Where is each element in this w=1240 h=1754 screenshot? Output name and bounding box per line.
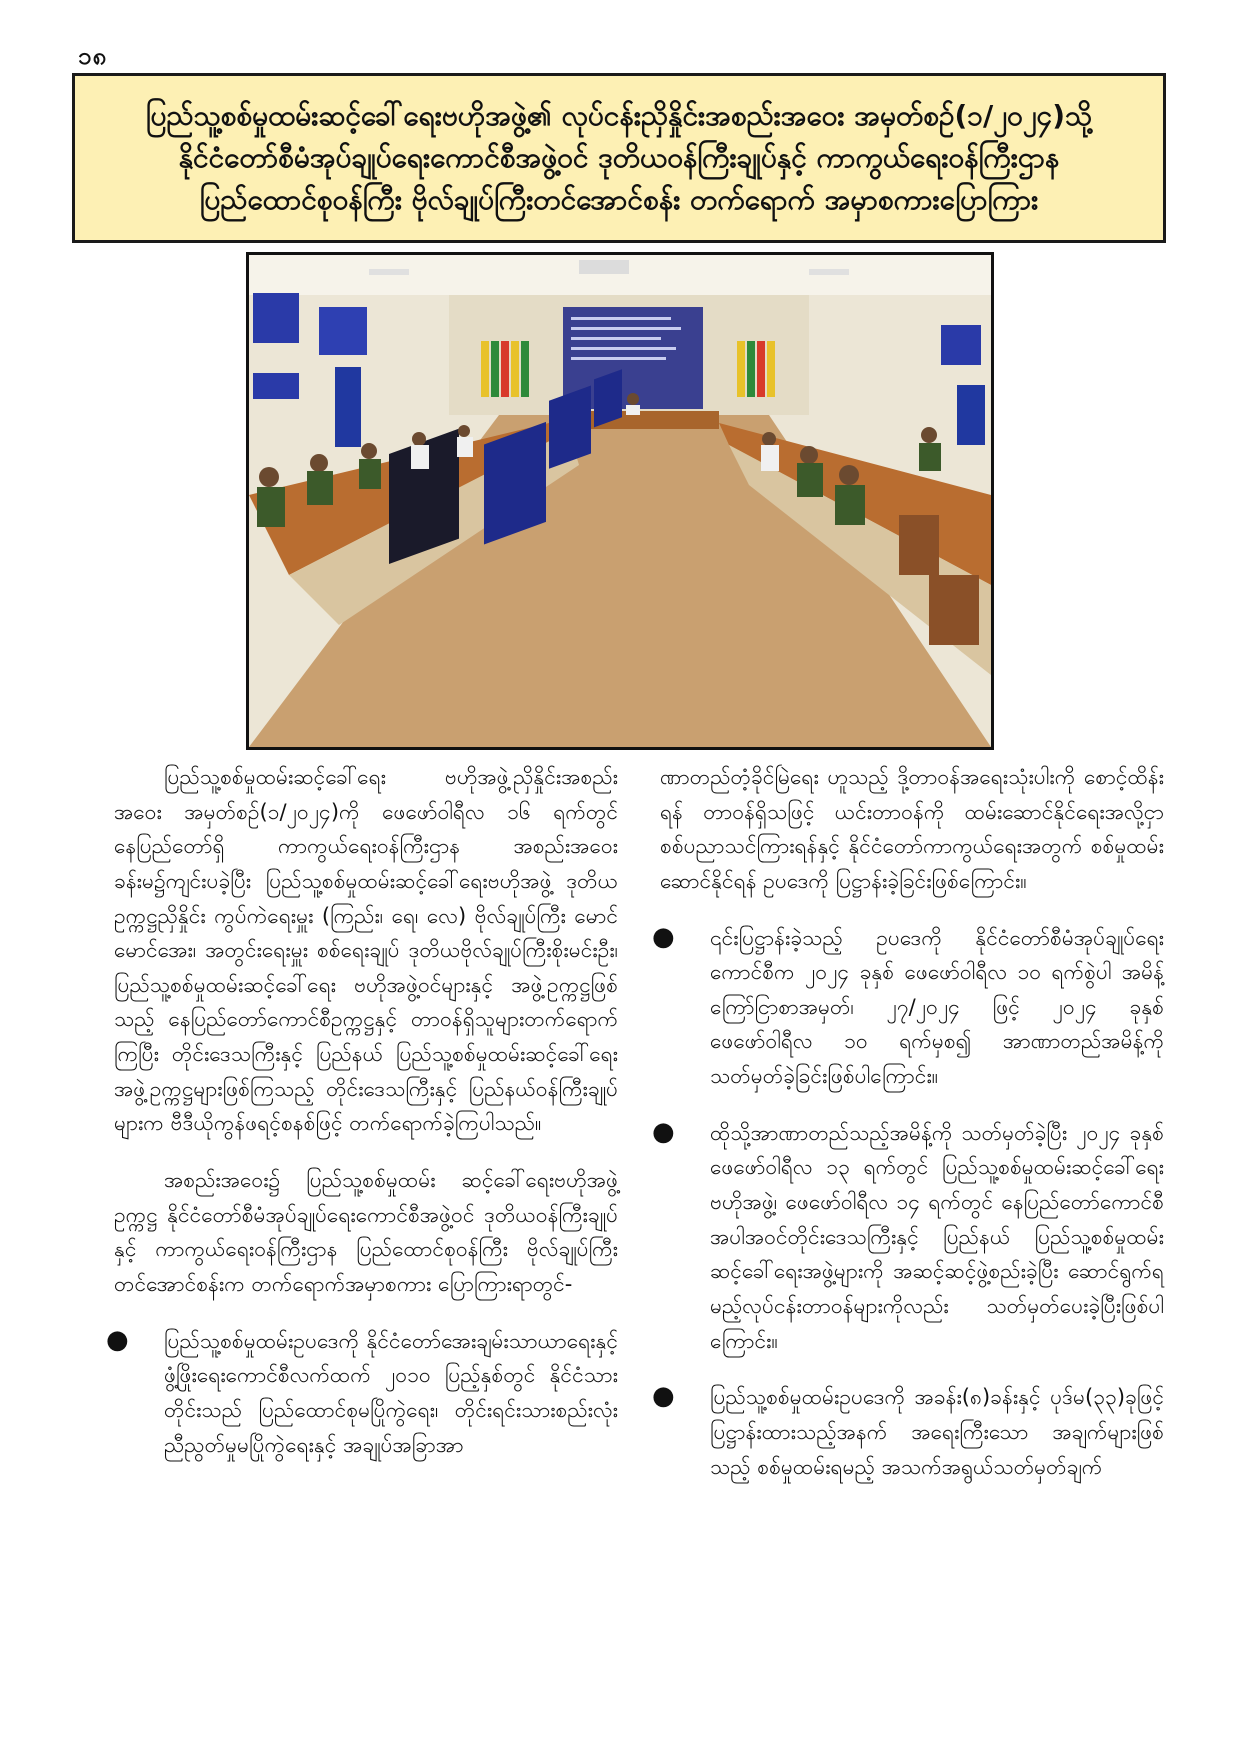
meeting-photo (246, 252, 994, 750)
bullet-item-2 (652, 921, 1164, 1094)
body-paragraph-continued: ဏာတည်တံ့ခိုင်မြဲရေး ဟူသည့် ဒို့တာဝန်အရေးသုံးပါးကို စောင့်ထိန်းရန် တာဝန်ရှိသဖြင့် ယင်းတာဝန်ကို ထမ်းဆောင်နိုင်ရေးအလို့ငှာ စစ်ပညာသင်ကြားရန်နှင့် နိုင်ငံတော်ကာကွယ်ရေးအတွက် စစ်မှုထမ်းဆောင်နိုင်ရန် ဥပဒေကို ပြဋ္ဌာန်းခဲ့ခြင်းဖြစ်ကြောင်း။ (660, 765, 1164, 893)
body-paragraph-1: ပြည်သူ့စစ်မှုထမ်းဆင့်ခေါ်ရေး ဗဟိုအဖွဲ့ညှိနှိုင်းအစည်း အဝေး အမှတ်စဉ်(၁/၂၀၂၄)ကို ဖေဖော်ဝါရီလ ၁၆ ရက်တွင် နေပြည်တော်ရှိ ကာကွယ်ရေးဝန်ကြီးဌာန အစည်းအဝေးခန်းမ၌ကျင်းပခဲ့ပြီး ပြည်သူ့စစ်မှုထမ်းဆင့်ခေါ်ရေးဗဟိုအဖွဲ့ ဒုတိယဥက္ကဋ္ဌညှိနှိုင်း ကွပ်ကဲရေးမှူး (ကြည်း၊ ရေ၊ လေ) ဗိုလ်ချုပ်ကြီး မောင်မောင်အေး၊ အတွင်းရေးမှူး စစ်ရေးချုပ် ဒုတိယဗိုလ်ချုပ်ကြီးစိုးမင်းဦး၊ ပြည်သူ့စစ်မှုထမ်းဆင့်ခေါ်ရေး ဗဟိုအဖွဲ့ဝင်များနှင့် အဖွဲ့ဥက္ကဋ္ဌဖြစ်သည့် နေပြည်တော်ကောင်စီဥက္ကဋ္ဌနှင့် တာဝန်ရှိသူများတက်ရောက်ကြပြီး တိုင်းဒေသကြီးနှင့် ပြည်နယ် ပြည်သူ့စစ်မှုထမ်းဆင့်ခေါ်ရေးအဖွဲ့ဥက္ကဋ္ဌများဖြစ်ကြသည့် တိုင်းဒေသကြီးနှင့် ပြည်နယ်ဝန်ကြီးချုပ်များက ဗီဒီယိုကွန်ဖရင့်စနစ်ဖြင့် တက်ရောက်ခဲ့ကြပါသည်။ (114, 765, 618, 1136)
page-number: ၁၈ (78, 42, 108, 70)
bullet-item-4 (652, 1380, 1164, 1484)
bullet-text-1: ပြည်သူ့စစ်မှုထမ်းဥပဒေကို နိုင်ငံတော်အေးချမ်းသာယာရေးနှင့် ဖွံ့ဖြိုးရေးကောင်စီလက်ထက် ၂၀၁၀ ပြည့်နှစ်တွင် နိုင်ငံသားတိုင်းသည် ပြည်ထောင်စုမပြိုကွဲရေး၊ တိုင်းရင်းသားစည်းလုံးညီညွတ်မှုမပြိုကွဲရေးနှင့် အချုပ်အခြာအာ (164, 1328, 618, 1457)
bullet-text-3: ထိုသို့အာဏာတည်သည့်အမိန့်ကို သတ်မှတ်ခဲ့ပြီး ၂၀၂၄ ခုနှစ် ဖေဖော်ဝါရီလ ၁၃ ရက်တွင် ပြည်သူ့စစ်မှုထမ်းဆင့်ခေါ်ရေးဗဟိုအဖွဲ့၊ ဖေဖော်ဝါရီလ ၁၄ ရက်တွင် နေပြည်တော်ကောင်စီ အပါအဝင်တိုင်းဒေသကြီးနှင့် ပြည်နယ် ပြည်သူ့စစ်မှုထမ်း ဆင့်ခေါ်ရေးအဖွဲ့များကို အဆင့်ဆင့်ဖွဲ့စည်းခဲ့ပြီး ဆောင်ရွက်ရမည့်လုပ်ငန်းတာဝန်များကိုလည်း သတ်မှတ်ပေးခဲ့ပြီးဖြစ်ပါကြောင်း။ (710, 1120, 1164, 1353)
bullet-text-2: ၎င်းပြဋ္ဌာန်းခဲ့သည့် ဥပဒေကို နိုင်ငံတော်စီမံအုပ်ချုပ်ရေးကောင်စီက ၂၀၂၄ ခုနှစ် ဖေဖော်ဝါရီလ ၁၀ ရက်စွဲပါ အမိန့်ကြော်ငြာစာအမှတ်၊ ၂၇/၂၀၂၄ ဖြင့် ၂၀၂၄ ခုနှစ် ဖေဖော်ဝါရီလ ၁၀ ရက်မှစ၍ အာဏာတည်အမိန့်ကို သတ်မှတ်ခဲ့ခြင်းဖြစ်ပါကြောင်း။ (710, 925, 1164, 1089)
bullet-text-4: ပြည်သူ့စစ်မှုထမ်းဥပဒေကို အခန်း(၈)ခန်းနှင့် ပုဒ်မ(၃၃)ခုဖြင့် ပြဋ္ဌာန်းထားသည့်အနက် အရေးကြီးသော အချက်များဖြစ်သည့် စစ်မှုထမ်းရမည့် အသက်အရွယ်သတ်မှတ်ချက် (710, 1385, 1164, 1479)
headline-line-3: ပြည်ထောင်စုဝန်ကြီး ဗိုလ်ချုပ်ကြီးတင်အောင်စန်း တက်ရောက် အမှာစကားပြောကြား (199, 183, 1039, 216)
bullet-icon: ● (652, 1116, 675, 1147)
bullet-item-3 (652, 1116, 1164, 1358)
headline-line-1: ပြည်သူ့စစ်မှုထမ်းဆင့်ခေါ်ရေးဗဟိုအဖွဲ့၏ လုပ်ငန်းညှိနှိုင်းအစည်းအဝေး အမှတ်စဉ်(၁/၂၀၂၄)သို့ (145, 99, 1093, 132)
body-paragraph-2: အစည်းအဝေး၌ ပြည်သူ့စစ်မှုထမ်း ဆင့်ခေါ်ရေးဗဟိုအဖွဲ့ဥက္ကဋ္ဌ နိုင်ငံတော်စီမံအုပ်ချုပ်ရေးကောင်စီအဖွဲ့ဝင် ဒုတိယဝန်ကြီးချုပ်နှင့် ကာကွယ်ရေးဝန်ကြီးဌာန ပြည်ထောင်စုဝန်ကြီး ဗိုလ်ချုပ်ကြီး တင်အောင်စန်းက တက်ရောက်အမှာစကား ပြောကြားရာတွင်- (114, 1168, 618, 1296)
bullet-item-1 (106, 1324, 618, 1463)
headline-line-2: နိုင်ငံတော်စီမံအုပ်ချုပ်ရေးကောင်စီအဖွဲ့ဝင် ဒုတိယဝန်ကြီးချုပ်နှင့် ကာကွယ်ရေးဝန်ကြီးဌာန (178, 141, 1060, 174)
headline-box (72, 73, 1166, 243)
bullet-icon: ● (652, 921, 675, 952)
left-column (106, 760, 618, 1484)
bullet-icon: ● (652, 1381, 675, 1412)
right-column (652, 760, 1164, 1506)
meeting-hall-photo-icon (249, 255, 991, 747)
bullet-icon: ● (106, 1324, 129, 1355)
